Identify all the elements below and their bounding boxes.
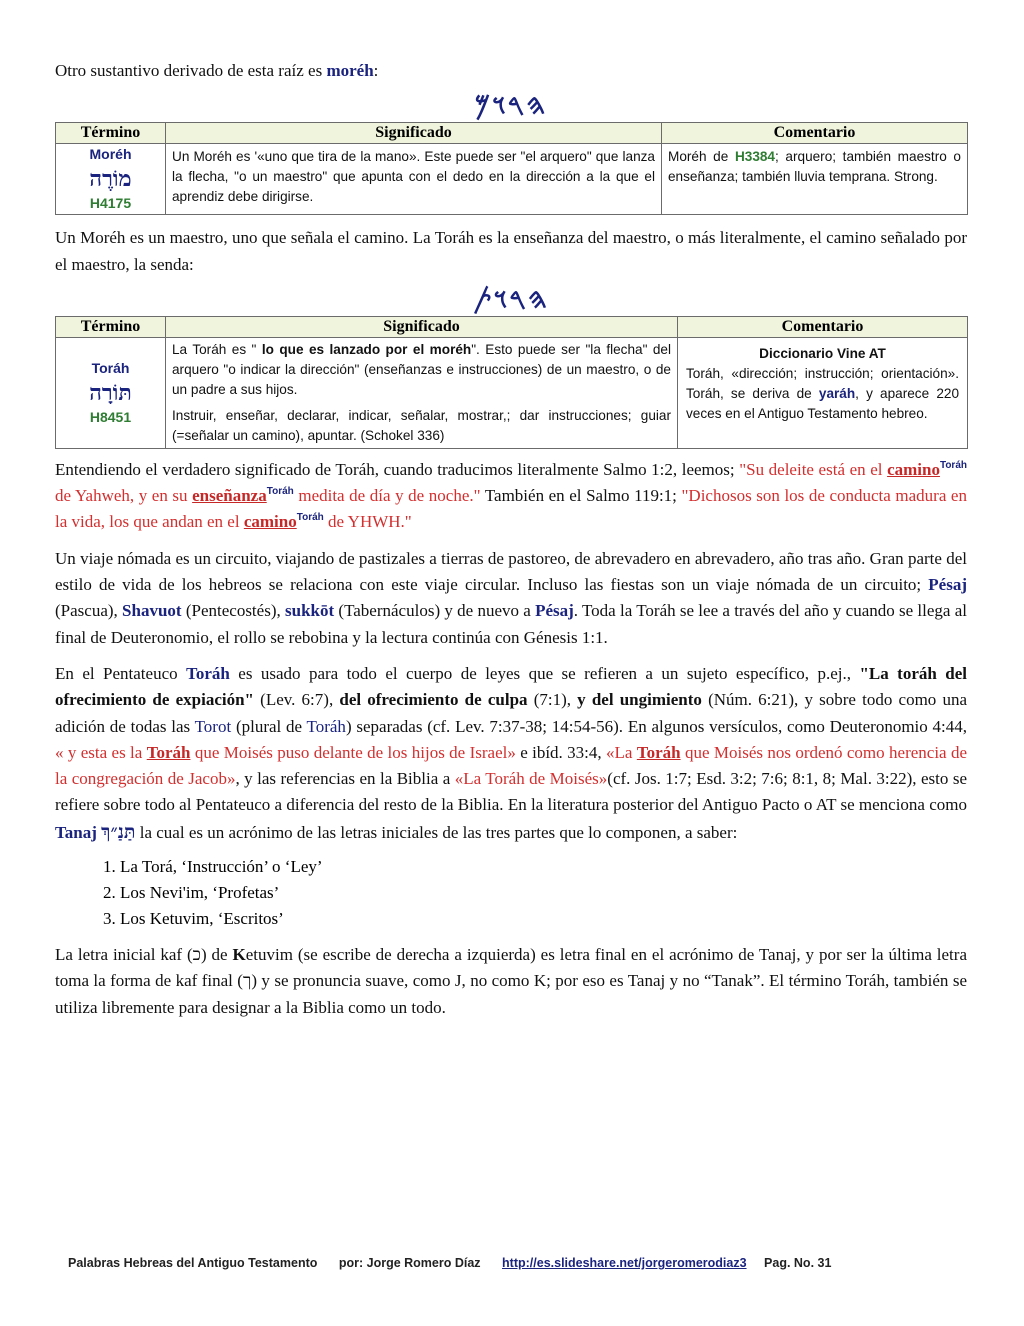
document-page	[55, 48, 967, 1021]
term-name: Moréh	[89, 146, 132, 163]
comment-title: Diccionario Vine AT	[759, 345, 886, 361]
hebrew-word: תּוֹרָה	[89, 379, 132, 406]
footer-url-link[interactable]: http://es.slideshare.net/jorgeromerodiaz3	[502, 1256, 747, 1270]
hebrew-word: מוֹרֶה	[89, 166, 132, 193]
paragraph-viaje: Un viaje nómada es un circuito, viajando de pastizales a tierras de pastoreo, de abrevadero en abrevadero, año tras año. Gran parte del estilo de vida de los hebreos se relaciona con este viaje circular. Incluso las fiestas son un viaje nómada de un circuito; Pésaj (Pascua), Shavuot (Pentecostés), sukkōt (Tabernáculos) y de nuevo a Pésaj. Toda la Toráh se lee a través del año y cuando se llega al final de Deuteronomio, el rollo se rebobina y la lectura continúa con Génesis 1:1.	[55, 548, 967, 647]
header-comment: Comentario	[662, 123, 968, 144]
table-row	[56, 144, 968, 215]
comment-body: Toráh, «dirección; instrucción; orientación». Toráh, se deriva de yaráh, y aparece 220 veces en el Antiguo Testamento hebreo.	[686, 365, 959, 421]
footer-title: Palabras Hebreas del Antiguo Testamento	[68, 1256, 318, 1270]
footer-author: por: Jorge Romero Díaz	[338, 1256, 481, 1270]
intro-end: :	[373, 61, 379, 80]
list-item: 2. Los Nevi'im, ‘Profetas’	[120, 880, 967, 906]
torah-table	[55, 316, 968, 449]
tanaj-parts-list	[55, 854, 967, 932]
table-row	[56, 337, 968, 448]
comment-cell: Moréh de H3384; arquero; también maestro o enseñanza; también lluvia temprana. Strong.	[662, 144, 968, 215]
paragraph-moreh: Un Moréh es un maestro, uno que señala el camino. La Toráh es la enseñanza del maestro, o más literalmente, el camino señalado por el maestro, la senda:	[55, 228, 967, 274]
footer-page-number: Pag. No. 31	[764, 1256, 832, 1270]
header-term: Término	[56, 123, 166, 144]
paragraph-pentateuco: En el Pentateuco Toráh es usado para todo el cuerpo de leyes que se refieren a un sujeto específico, p.ej., "La toráh del ofrecimiento de expiación" (Lev. 6:7), del ofrecimiento de culpa (7:1), y del ungimiento (Núm. 6:21), y sobre todo como una adición de todas las Torot (plural de Toráh) separadas (cf. Lev. 7:37-38; 14:54-56). En algunos versículos, como Deuteronomio 4:44, « y esta es la Toráh que Moisés puso delante de los hijos de Israel» e ibíd. 33:4, «La Toráh que Moisés nos ordenó como herencia de la congregación de Jacob», y las referencias en la Biblia a «La Toráh de Moisés»(cf. Jos. 1:7; Esd. 3:2; 7:6; 8:1, 8; Mal. 3:22), esto se refiere sobre todo al Pentateuco a diferencia del resto de la Biblia. En la literatura posterior del Antiguo Pacto o AT se menciona como Tanaj תַּנַ״ךְ la cual es un acrónimo de las letras iniciales de las tres partes que lo componen, a saber:	[55, 663, 968, 843]
strong-number: H8451	[89, 408, 132, 425]
header-meaning: Significado	[166, 316, 678, 337]
intro-word: moréh	[326, 61, 374, 80]
meaning-cell: Un Moréh es '«uno que tira de la mano». Este puede ser "el arquero" que lanza la flecha, "o un maestro" que apunta con el dedo en la dirección a la que el aprendiz debe dirigirse.	[166, 144, 662, 215]
term-name: Toráh	[91, 359, 130, 376]
comment-cell	[678, 337, 968, 448]
header-meaning: Significado	[166, 123, 662, 144]
page-footer	[68, 1256, 831, 1270]
meaning-definition: La Toráh es " lo que es lanzado por el moréh". Esto puede ser "la flecha" del arquero "o indicar la dirección" (enseñanzas e instrucciones) de un maestro, o de un padre a sus hijos.	[172, 341, 672, 397]
moreh-table	[55, 122, 968, 215]
paragraph-kaf: La letra inicial kaf (כ) de Ketuvim (se escribe de derecha a izquierda) es letra final en el acrónimo de Tanaj, y por ser la última letra toma la forma de kaf final (ך) y se pronuncia suave, como J, no como K; por eso es Tanaj y no “Tanak”. El término Toráh, también se utiliza libremente para designar a la Biblia como un todo.	[55, 945, 968, 1017]
intro-text: Otro sustantivo derivado de esta raíz es	[55, 61, 327, 80]
strong-ref-link: H3384	[734, 149, 775, 165]
paragraph-salmo: Entendiendo el verdadero significado de Toráh, cuando traducimos literalmente Salmo 1:2, leemos; "Su deleite está en el camino$^{Toráh}$ de Yahweh, y en su enseñanza$^{Toráh}$ medita de día y de noche." También en el Salmo 119:1; "Dichosos son los de conducta madura en la vida, los que andan en el camino$^{Toráh}$ de YHWH."	[55, 459, 967, 532]
list-item: 1. La Torá, ‘Instrucción’ o ‘Ley’	[120, 854, 967, 880]
meaning-cell	[166, 337, 678, 448]
strong-number: H4175	[89, 195, 132, 212]
term-cell	[56, 337, 166, 448]
paleo-hebrew-moreh: 𐤄𐤓𐤅𐤌	[474, 88, 548, 122]
header-term: Término	[56, 316, 166, 337]
paleo-hebrew-torah: 𐤄𐤓𐤅𐤕	[473, 281, 549, 315]
table-header-row	[56, 316, 968, 337]
meaning-synonyms: Instruir, enseñar, declarar, indicar, señalar, mostrar,; dar instrucciones; guiar (=señalar un camino), apuntar. (Schokel 336)	[172, 407, 671, 443]
intro-line	[55, 58, 967, 84]
header-comment: Comentario	[678, 316, 968, 337]
term-cell	[56, 144, 166, 215]
table-header-row	[56, 123, 968, 144]
list-item: 3. Los Ketuvim, ‘Escritos’	[120, 906, 967, 932]
